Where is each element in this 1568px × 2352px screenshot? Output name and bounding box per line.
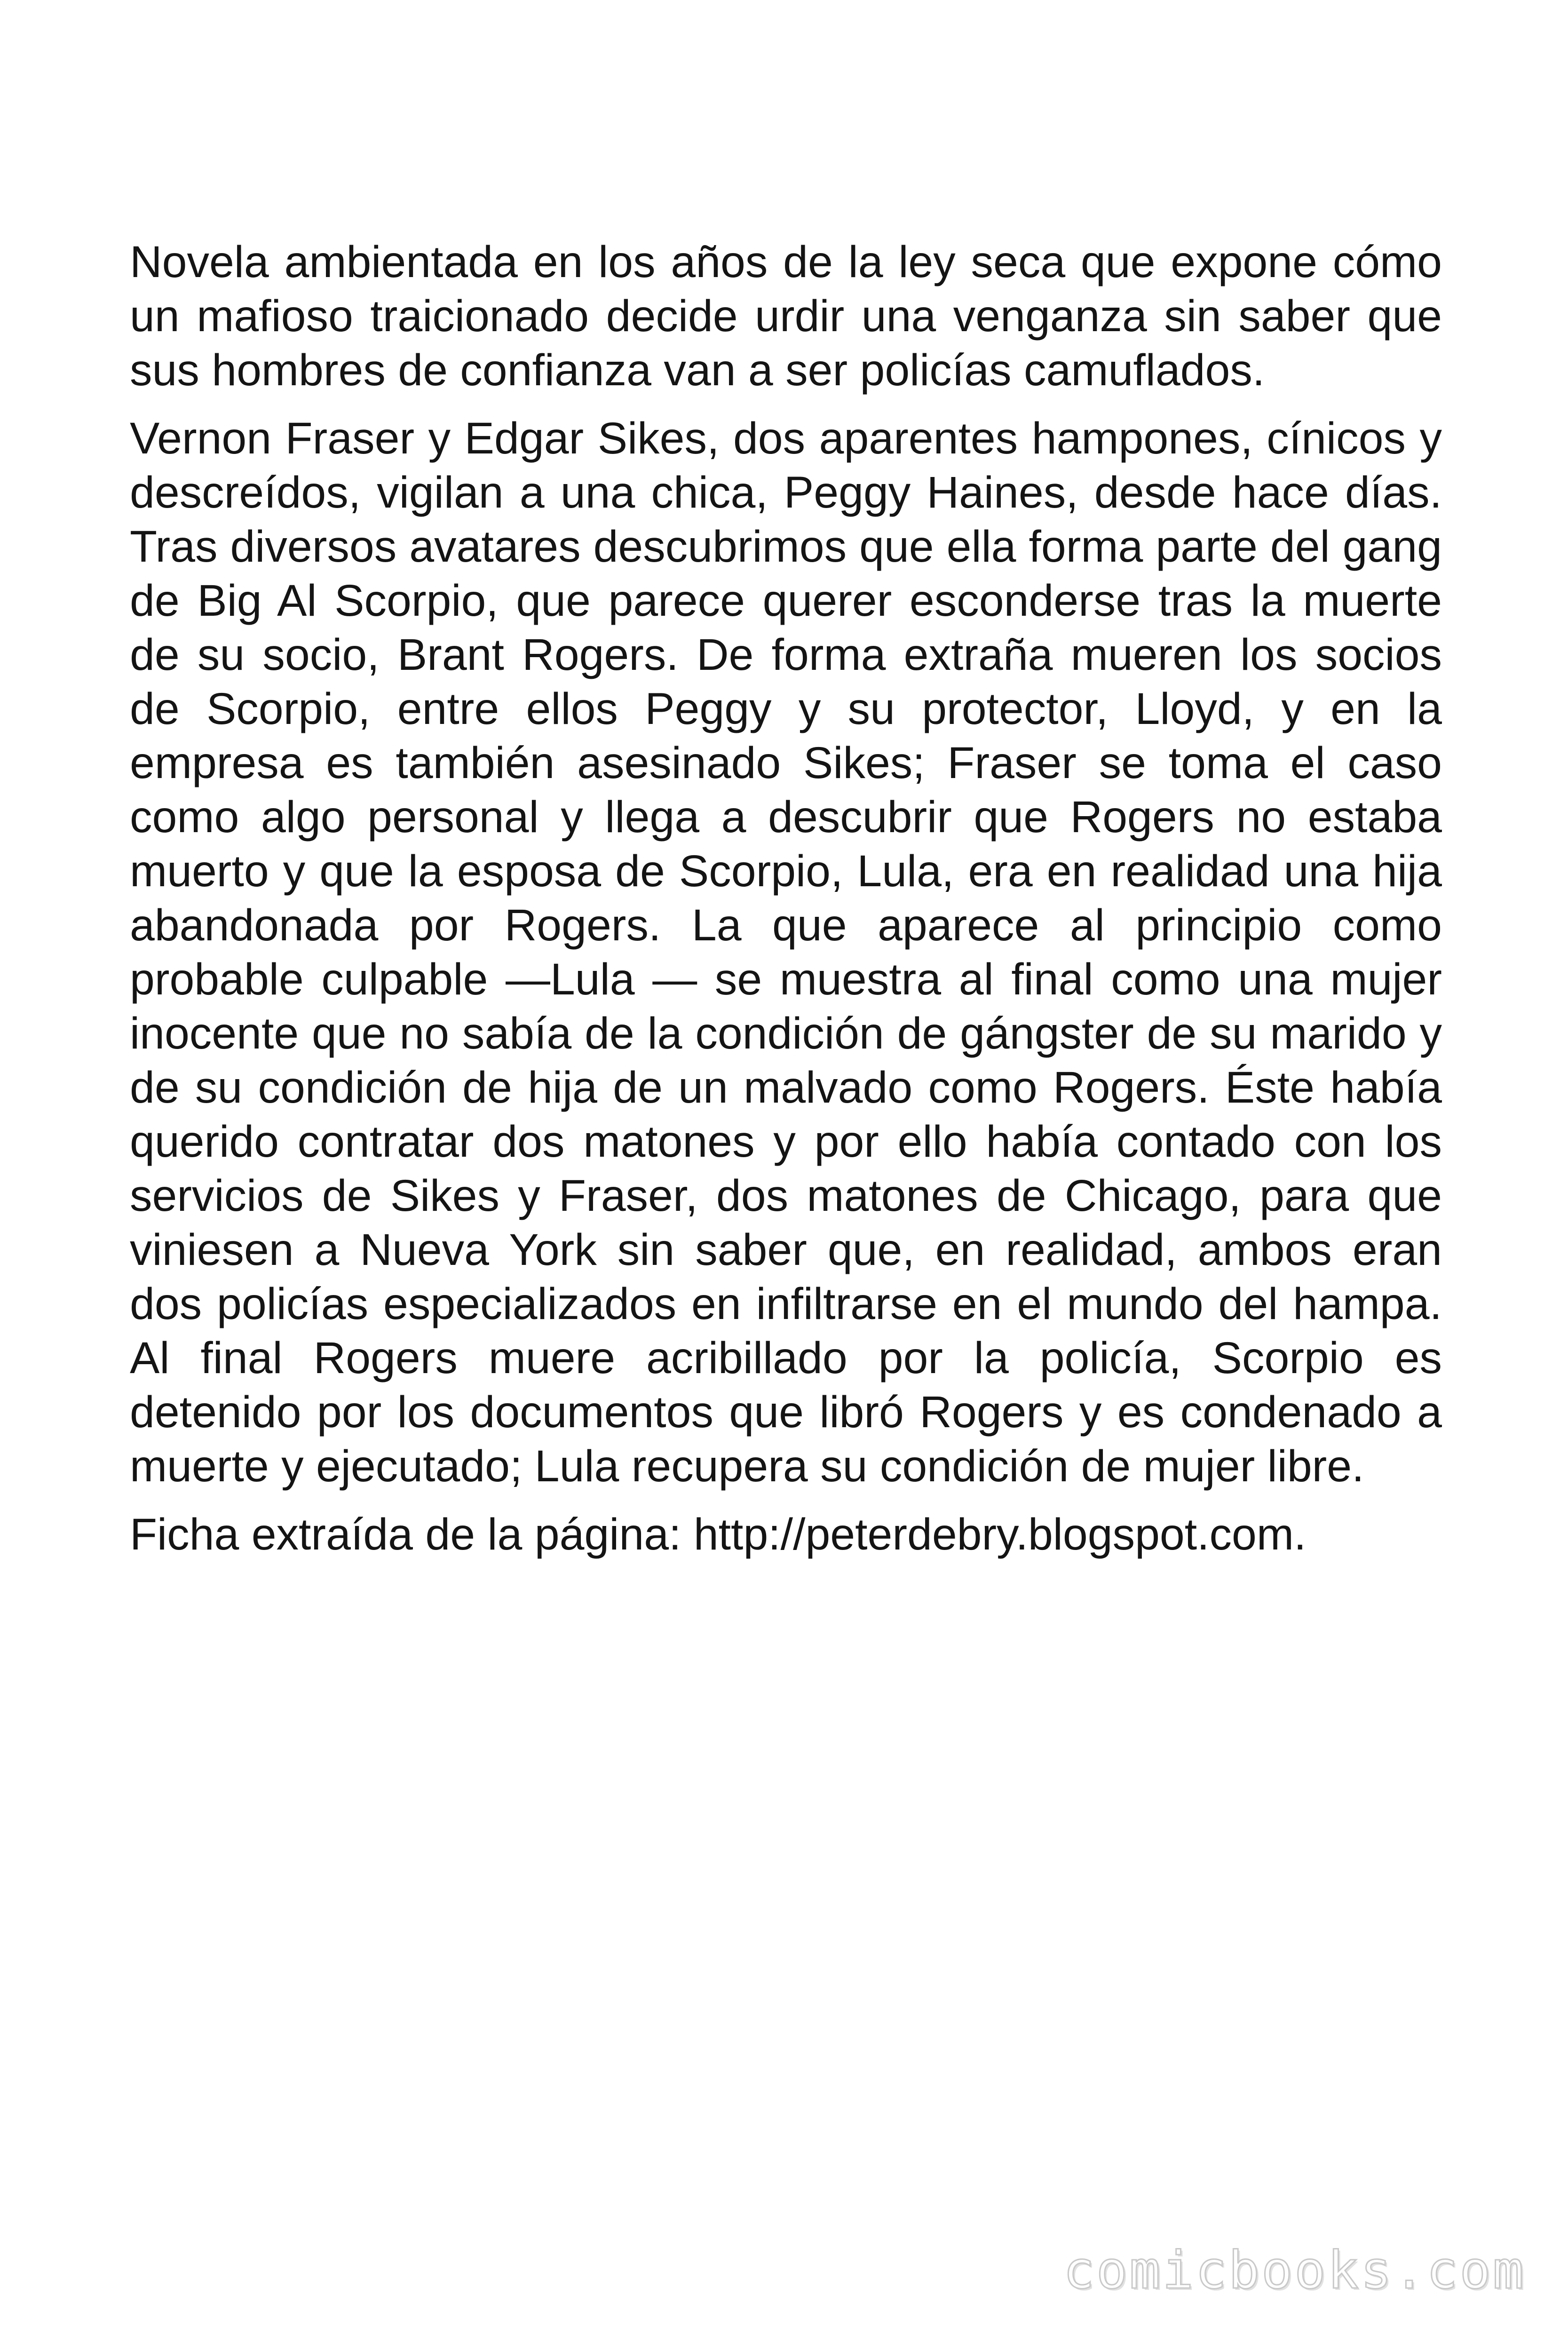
synopsis-intro-paragraph: Novela ambientada en los años de la ley seca que expone cómo un mafioso traicionado decide urdir una venganza sin saber que sus hombres de confianza van a ser policías camuflados. (130, 237, 1442, 395)
synopsis-plot-paragraph: Vernon Fraser y Edgar Sikes, dos aparentes hampones, cínicos y descreídos, vigilan a una chica, Peggy Haines, desde hace días. Tras diversos avatares descubrimos que ella forma parte del gang de Big Al Scorpio, que parece querer esconderse tras la muerte de su socio, Brant Rogers. De forma extraña mueren los socios de Scorpio, entre ellos Peggy y su protector, Lloyd, y en la empresa es también asesinado Sikes; Fraser se toma el caso como algo personal y llega a descubrir que Rogers no estaba muerto y que la esposa de Scorpio, Lula, era en realidad una hija abandonada por Rogers. La que aparece al principio como probable culpable —Lula — se muestra al final como una mujer inocente que no sabía de la condición de gángster de su marido y de su condición de hija de un malvado como Rogers. Éste había querido contratar dos matones y por ello había contado con los servicios de Sikes y Fraser, dos matones de Chicago, para que viniesen a Nueva York sin saber que, en realidad, ambos eran dos policías especializados en infiltrarse en el mundo del hampa. Al final Rogers muere acribillado por la policía, Scorpio es detenido por los documentos que libró Rogers y es condenado a muerte y ejecutado; Lula recupera su condición de mujer libre. (130, 413, 1442, 1491)
document-body (130, 235, 1442, 1576)
source-credit-paragraph: Ficha extraída de la página: http://peterdebry.blogspot.com. (130, 1510, 1307, 1559)
watermark-logo: comicbooks.com (1063, 2240, 1526, 2300)
